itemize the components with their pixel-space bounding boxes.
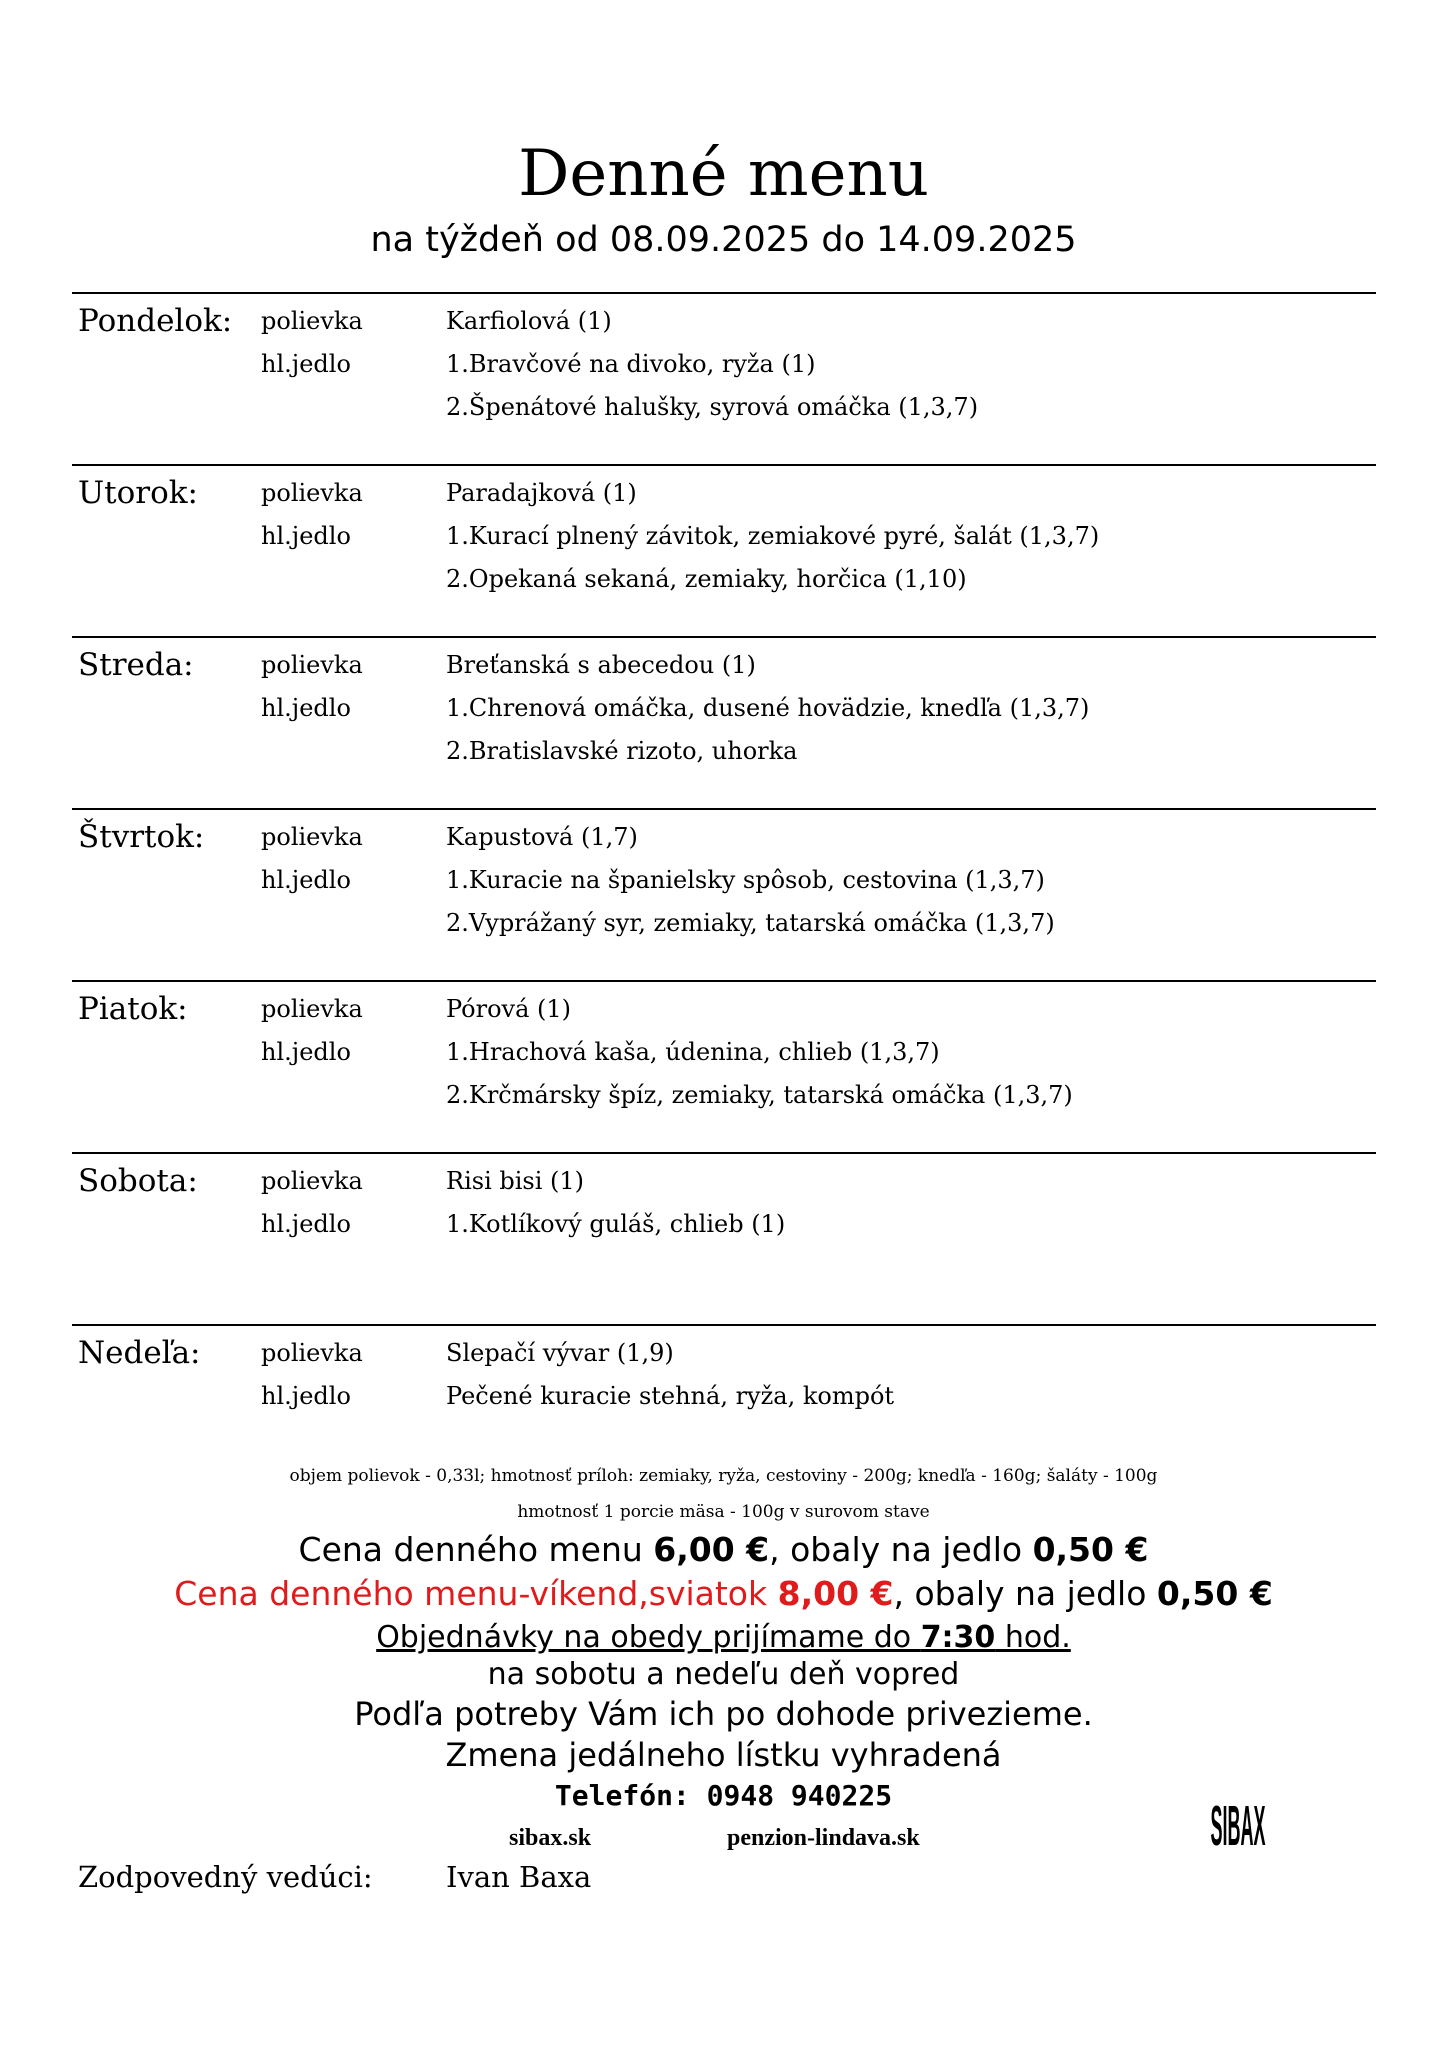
dish-name: Paradajková (1) [446,479,637,507]
dish-name: 2.Vyprážaný syr, zemiaky, tatarská omáčka (1,3,7) [446,909,1055,937]
day-name: Utorok: [78,475,198,511]
menu-days [72,292,1376,1496]
svg-text:SIBAX: SIBAX [1210,1793,1266,1858]
page-title: Denné menu [518,137,929,211]
dish-name: 1.Bravčové na divoko, ryža (1) [446,350,816,378]
week-range: na týždeň od 08.09.2025 do 14.09.2025 [370,220,1077,260]
responsible-label: Zodpovedný vedúci: [78,1860,373,1894]
day-block [72,464,1376,636]
day-name: Streda: [78,647,194,683]
weekday-price-label: Cena denného menu [298,1530,654,1569]
dish-name: Pórová (1) [446,995,572,1023]
dish-name: 2.Krčmársky špíz, zemiaky, tatarská omáčka (1,3,7) [446,1081,1073,1109]
website-sibax: sibax.sk [509,1825,592,1851]
phone-number: Telefón: 0948 940225 [554,1779,893,1812]
packaging-label: , obaly na jedlo [769,1530,1033,1569]
dish-name: 1.Kotlíkový guláš, chlieb (1) [446,1210,786,1238]
order-deadline-time: 7:30 [920,1620,996,1655]
dish-name: Pečené kuracie stehná, ryža, kompót [446,1382,895,1410]
course-label: hl.jedlo [261,350,351,378]
dish-name: 2.Špenátové halušky, syrová omáčka (1,3,7) [446,393,979,421]
course-label: polievka [261,651,363,679]
course-label: hl.jedlo [261,694,351,722]
course-label: polievka [261,479,363,507]
dish-name: Slepačí vývar (1,9) [446,1339,674,1367]
day-name: Sobota: [78,1163,198,1199]
sibax-logo [1193,1788,1283,1878]
course-label: polievka [261,307,363,335]
weekend-order-note: na sobotu a nedeľu deň vopred [487,1657,960,1692]
day-block [72,292,1376,464]
day-name: Pondelok: [78,303,233,339]
course-label: hl.jedlo [261,522,351,550]
website-penzion: penzion-lindava.sk [727,1825,920,1851]
day-name: Nedeľa: [78,1335,201,1371]
day-name: Štvrtok: [78,819,205,855]
course-label: hl.jedlo [261,1038,351,1066]
weekend-price-line [0,1573,1447,1615]
weekday-price: 6,00 € [653,1530,770,1569]
day-block [72,980,1376,1152]
day-name: Piatok: [78,991,188,1027]
day-block [72,1152,1376,1324]
dish-name: 2.Bratislavské rizoto, uhorka [446,737,798,765]
day-block [72,808,1376,980]
weekend-price: 8,00 € [777,1574,894,1613]
dish-name: 1.Kuracie na španielsky spôsob, cestovina (1,3,7) [446,866,1045,894]
dish-name: 1.Chrenová omáčka, dusené hovädzie, knedľa (1,3,7) [446,694,1090,722]
course-label: hl.jedlo [261,1210,351,1238]
course-label: polievka [261,1167,363,1195]
order-deadline [0,1619,1447,1657]
course-label: polievka [261,1339,363,1367]
weekday-price-line [0,1529,1447,1571]
course-label: polievka [261,823,363,851]
day-block [72,636,1376,808]
packaging-price: 0,50 € [1032,1530,1149,1569]
course-label: hl.jedlo [261,866,351,894]
course-label: polievka [261,995,363,1023]
order-deadline-suffix: hod. [995,1620,1071,1655]
dish-name: Risi bisi (1) [446,1167,585,1195]
delivery-note: Podľa potreby Vám ich po dohode privezieme. [354,1695,1093,1733]
dish-name: Karfiolová (1) [446,307,612,335]
dish-name: 1.Hrachová kaša, údenina, chlieb (1,3,7) [446,1038,940,1066]
course-label: hl.jedlo [261,1382,351,1410]
dish-name: 1.Kurací plnený závitok, zemiakové pyré, šalát (1,3,7) [446,522,1100,550]
weekend-packaging-label: , obaly na jedlo [893,1574,1157,1613]
order-deadline-text: Objednávky na obedy prijímame do [376,1620,921,1655]
weekend-price-label: Cena denného menu-víkend,sviatok [174,1574,778,1613]
change-note: Zmena jedálneho lístku vyhradená [445,1736,1002,1774]
weekend-packaging-price: 0,50 € [1156,1574,1273,1613]
responsible-name: Ivan Baxa [446,1860,592,1894]
meat-note: hmotnosť 1 porcie mäsa - 100g v surovom stave [517,1502,930,1522]
dish-name: 2.Opekaná sekaná, zemiaky, horčica (1,10) [446,565,967,593]
dish-name: Kapustová (1,7) [446,823,638,851]
portion-note: objem polievok - 0,33l; hmotnosť príloh: zemiaky, ryža, cestoviny - 200g; knedľa - 160g; šaláty - 100g [289,1466,1158,1486]
dish-name: Breťanská s abecedou (1) [446,651,756,679]
